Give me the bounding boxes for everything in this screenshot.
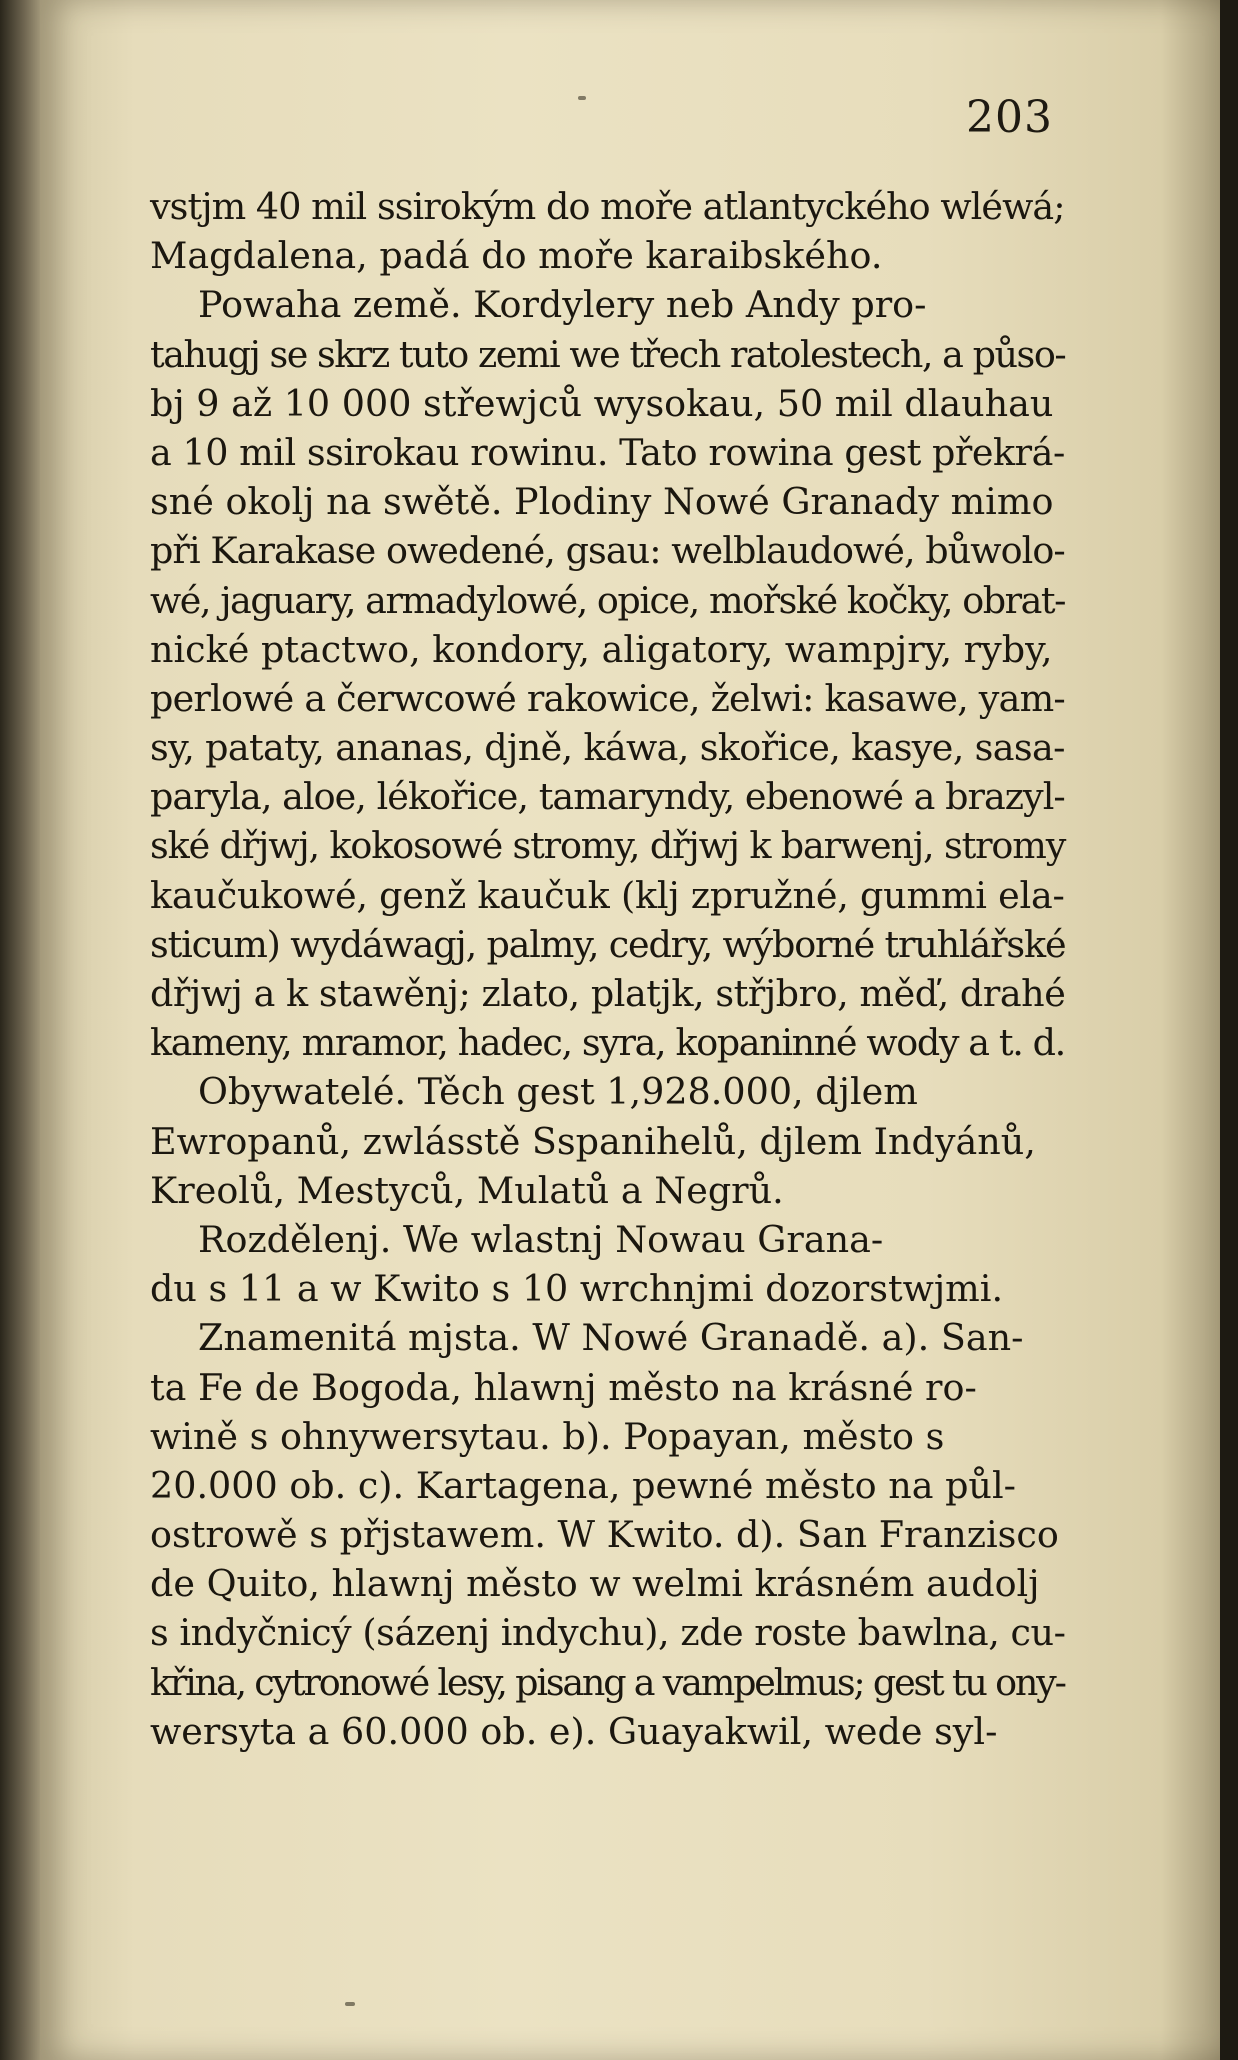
text-line: wině s ohnywersytau. b). Popayan, město s — [150, 1414, 945, 1458]
text-line: bj 9 až 10 000 střewjců wysokau, 50 mil dlauhau — [150, 381, 1054, 425]
text-line: vstjm 40 mil ssirokým do moře atlantyckého wléwá; — [150, 185, 1065, 228]
text-line: wé, jaguary, armadylowé, opice, mořské kočky, obrat- — [150, 578, 1065, 622]
text-line: ta Fe de Bogoda, hlawnj město na krásné ro- — [150, 1365, 977, 1409]
text-line: sticum) wydáwagj, palmy, cedry, wýborné truhlářské — [150, 922, 1066, 966]
text-line: Rozdělenj. We wlastnj Nowau Grana- — [198, 1217, 884, 1261]
text-line: perlowé a čerwcowé rakowice, želwi: kasawe, yam- — [150, 676, 1065, 720]
text-line: Magdalena, padá do moře karaibského. — [150, 234, 883, 278]
text-line: při Karakase owedené, gsau: welblaudowé, bůwolo- — [150, 529, 1065, 573]
text-line: s indyčnicý (sázenj indychu), zde roste bawlna, cu- — [150, 1611, 1066, 1655]
text-line: Powaha země. Kordylery neb Andy pro- — [198, 283, 927, 327]
text-line: ské dřjwj, kokosowé stromy, dřjwj k barwenj, stromy — [150, 824, 1066, 868]
text-line: wersyta a 60.000 ob. e). Guayakwil, wede syl- — [150, 1709, 998, 1753]
text-line: ostrowě s přjstawem. W Kwito. d). San Franzisco — [150, 1513, 1059, 1557]
text-line: de Quito, hlawnj město w welmi krásném audolj — [150, 1562, 1040, 1606]
body-text — [150, 182, 1065, 1756]
text-line: 20.000 ob. c). Kartagena, pewné město na půl- — [150, 1463, 1016, 1507]
text-line: sy, pataty, ananas, djně, káwa, skořice, kasye, sasa- — [150, 726, 1065, 770]
text-line: kaučukowé, genž kaučuk (klj zpružné, gummi ela- — [150, 873, 1065, 917]
text-line: Obywatelé. Těch gest 1,928.000, djlem — [198, 1070, 918, 1114]
page-number: 203 — [966, 92, 1053, 143]
ink-smudge — [578, 96, 586, 100]
text-line: tahugj se skrz tuto zemi we třech ratolestech, a půso- — [150, 332, 1066, 376]
text-line: nické ptactwo, kondory, aligatory, wampjry, ryby, — [150, 627, 1053, 671]
text-line: sné okolj na swětě. Plodiny Nowé Granady mimo — [150, 480, 1054, 524]
text-line: kameny, mramor, hadec, syra, kopaninné wody a t. d. — [150, 1021, 1065, 1065]
text-line: paryla, aloe, lékořice, tamaryndy, ebenowé a brazyl- — [150, 775, 1065, 819]
text-line: Znamenitá mjsta. W Nowé Granadě. a). San- — [198, 1316, 1024, 1360]
ink-smudge — [345, 2002, 355, 2006]
text-line: du s 11 a w Kwito s 10 wrchnjmi dozorstwjmi. — [150, 1267, 1004, 1311]
text-line: a 10 mil ssirokau rowinu. Tato rowina gest překrá- — [150, 430, 1065, 474]
text-line: Ewropanů, zwlásstě Sspanihelů, djlem Indyánů, — [150, 1119, 1036, 1163]
text-line: Kreolů, Mestyců, Mulatů a Negrů. — [150, 1168, 784, 1212]
text-line: dřjwj a k stawěnj; zlato, platjk, střjbro, měď, drahé — [150, 972, 1066, 1015]
text-line: křina, cytronowé lesy, pisang a vampelmus; gest tu ony- — [150, 1660, 1065, 1704]
